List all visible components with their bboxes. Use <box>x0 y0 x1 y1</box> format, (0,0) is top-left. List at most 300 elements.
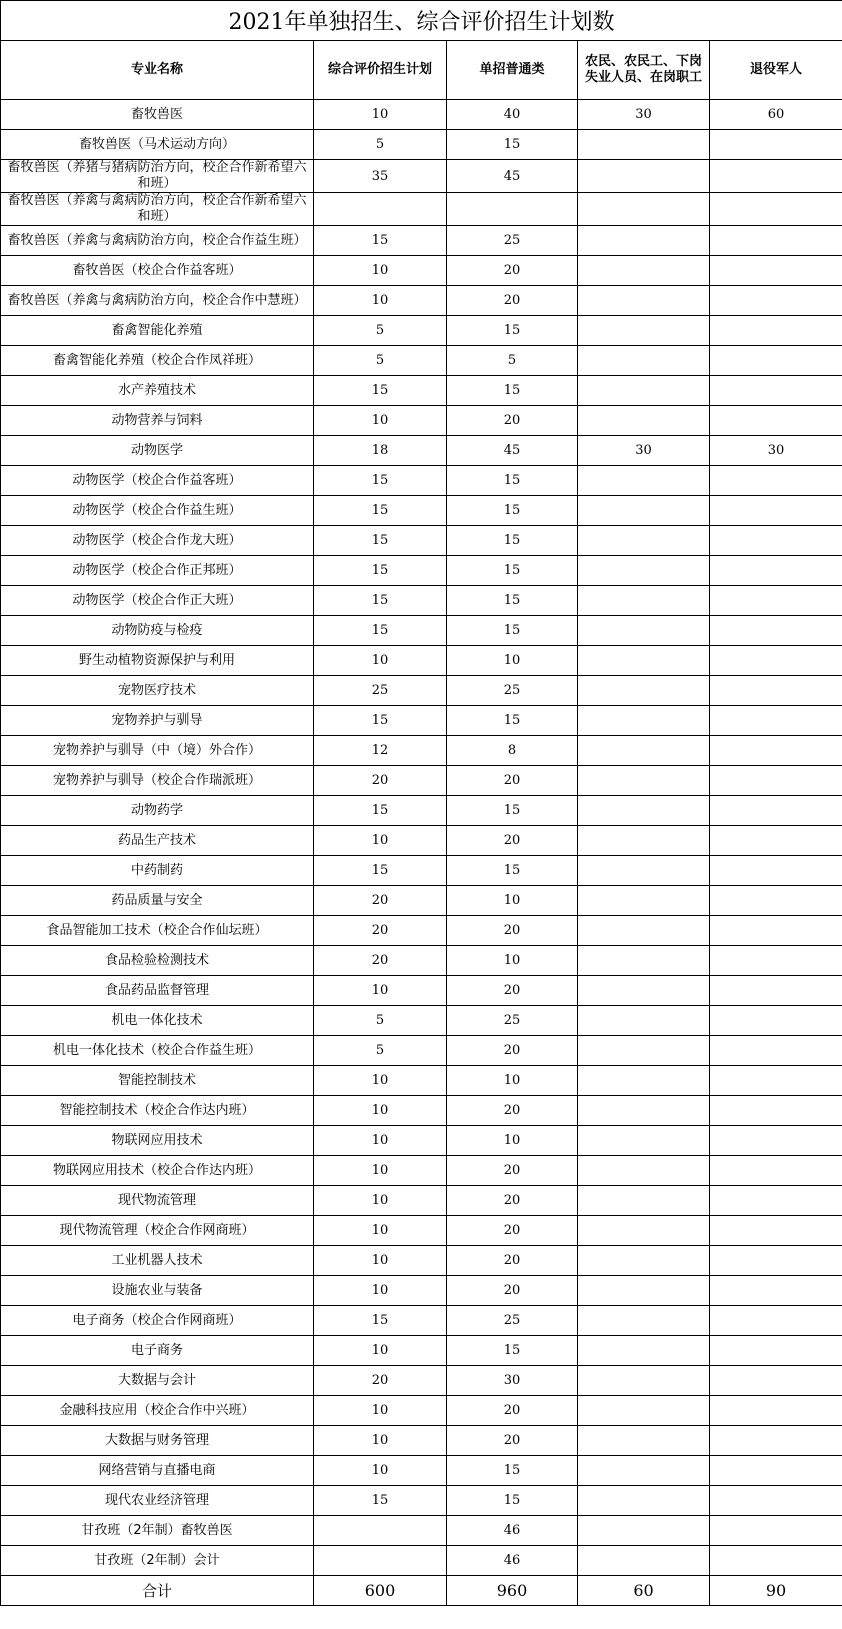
veterans-cell <box>710 1306 842 1336</box>
farmers-workers-cell <box>578 646 710 676</box>
major-name-cell: 智能控制技术（校企合作达内班） <box>1 1096 314 1126</box>
comprehensive-eval-cell: 10 <box>314 286 447 316</box>
comprehensive-eval-cell: 15 <box>314 1486 447 1516</box>
farmers-workers-cell: 30 <box>578 100 710 130</box>
veterans-cell <box>710 1336 842 1366</box>
comprehensive-eval-cell: 15 <box>314 226 447 256</box>
farmers-workers-cell <box>578 1156 710 1186</box>
single-general-cell: 15 <box>447 1486 578 1516</box>
table-row <box>1 160 842 193</box>
table-row <box>1 346 842 376</box>
comprehensive-eval-cell: 10 <box>314 1096 447 1126</box>
comprehensive-eval-cell: 25 <box>314 676 447 706</box>
table-row <box>1 856 842 886</box>
farmers-workers-cell <box>578 1516 710 1546</box>
comprehensive-eval-cell: 5 <box>314 1036 447 1066</box>
table-row <box>1 1396 842 1426</box>
major-name-cell: 现代农业经济管理 <box>1 1486 314 1516</box>
single-general-cell: 20 <box>447 766 578 796</box>
farmers-workers-cell <box>578 496 710 526</box>
farmers-workers-cell <box>578 1096 710 1126</box>
major-name-cell: 动物医学（校企合作正大班） <box>1 586 314 616</box>
single-general-cell: 15 <box>447 526 578 556</box>
veterans-cell <box>710 526 842 556</box>
major-name-cell: 中药制药 <box>1 856 314 886</box>
major-name-cell: 宠物养护与驯导 <box>1 706 314 736</box>
major-name-cell: 畜牧兽医（校企合作益客班） <box>1 256 314 286</box>
major-name-cell: 野生动植物资源保护与利用 <box>1 646 314 676</box>
table-title: 2021年单独招生、综合评价招生计划数 <box>1 1 842 41</box>
farmers-workers-cell <box>578 556 710 586</box>
major-name-cell: 物联网应用技术（校企合作达内班） <box>1 1156 314 1186</box>
major-name-cell: 畜牧兽医（养禽与禽病防治方向，校企合作益生班） <box>1 226 314 256</box>
veterans-cell <box>710 1516 842 1546</box>
veterans-cell <box>710 646 842 676</box>
single-general-cell: 40 <box>447 100 578 130</box>
single-general-cell: 20 <box>447 1156 578 1186</box>
single-general-cell: 10 <box>447 1066 578 1096</box>
farmers-workers-cell <box>578 586 710 616</box>
veterans-cell <box>710 226 842 256</box>
single-general-cell: 20 <box>447 1396 578 1426</box>
farmers-workers-cell <box>578 736 710 766</box>
major-name-cell: 大数据与会计 <box>1 1366 314 1396</box>
veterans-cell <box>710 130 842 160</box>
comprehensive-eval-cell <box>314 193 447 226</box>
veterans-cell <box>710 1366 842 1396</box>
table-row <box>1 1156 842 1186</box>
veterans-cell <box>710 160 842 193</box>
veterans-cell <box>710 736 842 766</box>
veterans-cell <box>710 1396 842 1426</box>
table-row <box>1 1216 842 1246</box>
farmers-workers-cell <box>578 1186 710 1216</box>
veterans-cell <box>710 796 842 826</box>
major-name-cell: 水产养殖技术 <box>1 376 314 406</box>
table-row <box>1 193 842 226</box>
comprehensive-eval-cell <box>314 1546 447 1576</box>
comprehensive-eval-cell: 5 <box>314 346 447 376</box>
farmers-workers-cell <box>578 376 710 406</box>
single-general-cell: 46 <box>447 1516 578 1546</box>
major-name-cell: 畜牧兽医（养猪与猪病防治方向，校企合作新希望六和班） <box>1 160 314 193</box>
farmers-workers-cell <box>578 1396 710 1426</box>
comprehensive-eval-cell: 10 <box>314 1396 447 1426</box>
single-general-cell: 25 <box>447 676 578 706</box>
major-name-cell: 畜牧兽医（马术运动方向） <box>1 130 314 160</box>
single-general-cell: 10 <box>447 1126 578 1156</box>
total-veterans: 90 <box>710 1576 842 1606</box>
single-general-cell: 20 <box>447 1096 578 1126</box>
table-row <box>1 586 842 616</box>
farmers-workers-cell <box>578 346 710 376</box>
farmers-workers-cell <box>578 1306 710 1336</box>
table-row <box>1 1456 842 1486</box>
major-name-cell: 畜牧兽医（养禽与禽病防治方向，校企合作中慧班） <box>1 286 314 316</box>
veterans-cell <box>710 766 842 796</box>
table-row <box>1 1036 842 1066</box>
major-name-cell: 动物营养与饲料 <box>1 406 314 436</box>
farmers-workers-cell <box>578 766 710 796</box>
single-general-cell: 15 <box>447 496 578 526</box>
single-general-cell: 20 <box>447 916 578 946</box>
table-row <box>1 286 842 316</box>
single-general-cell: 15 <box>447 856 578 886</box>
comprehensive-eval-cell: 10 <box>314 1276 447 1306</box>
major-name-cell: 食品检验检测技术 <box>1 946 314 976</box>
table-row <box>1 1426 842 1456</box>
farmers-workers-cell <box>578 946 710 976</box>
farmers-workers-cell <box>578 856 710 886</box>
comprehensive-eval-cell: 10 <box>314 646 447 676</box>
farmers-workers-cell <box>578 226 710 256</box>
veterans-cell <box>710 466 842 496</box>
major-name-cell: 动物医学（校企合作益生班） <box>1 496 314 526</box>
single-general-cell: 46 <box>447 1546 578 1576</box>
single-general-cell: 15 <box>447 706 578 736</box>
comprehensive-eval-cell: 10 <box>314 976 447 1006</box>
veterans-cell <box>710 1486 842 1516</box>
farmers-workers-cell <box>578 1006 710 1036</box>
table-row <box>1 1486 842 1516</box>
veterans-cell <box>710 1186 842 1216</box>
veterans-cell: 60 <box>710 100 842 130</box>
major-name-cell: 现代物流管理（校企合作网商班） <box>1 1216 314 1246</box>
major-name-cell: 物联网应用技术 <box>1 1126 314 1156</box>
single-general-cell: 8 <box>447 736 578 766</box>
comprehensive-eval-cell: 10 <box>314 1216 447 1246</box>
table-row <box>1 1066 842 1096</box>
farmers-workers-cell <box>578 706 710 736</box>
table-row <box>1 916 842 946</box>
comprehensive-eval-cell: 10 <box>314 1066 447 1096</box>
comprehensive-eval-cell: 15 <box>314 496 447 526</box>
veterans-cell <box>710 1546 842 1576</box>
major-name-cell: 动物防疫与检疫 <box>1 616 314 646</box>
major-name-cell: 畜牧兽医 <box>1 100 314 130</box>
comprehensive-eval-cell: 20 <box>314 1366 447 1396</box>
single-general-cell: 15 <box>447 556 578 586</box>
comprehensive-eval-cell: 12 <box>314 736 447 766</box>
single-general-cell: 10 <box>447 886 578 916</box>
table-row <box>1 496 842 526</box>
single-general-cell: 10 <box>447 646 578 676</box>
major-name-cell: 药品生产技术 <box>1 826 314 856</box>
table-row <box>1 376 842 406</box>
table-row <box>1 1096 842 1126</box>
major-name-cell: 动物医学（校企合作正邦班） <box>1 556 314 586</box>
total-row <box>1 1576 842 1606</box>
table-row <box>1 1006 842 1036</box>
comprehensive-eval-cell: 10 <box>314 1336 447 1366</box>
veterans-cell <box>710 1426 842 1456</box>
farmers-workers-cell <box>578 193 710 226</box>
single-general-cell: 20 <box>447 1426 578 1456</box>
comprehensive-eval-cell: 15 <box>314 556 447 586</box>
single-general-cell: 20 <box>447 976 578 1006</box>
farmers-workers-cell <box>578 1546 710 1576</box>
farmers-workers-cell <box>578 316 710 346</box>
veterans-cell <box>710 193 842 226</box>
comprehensive-eval-cell: 35 <box>314 160 447 193</box>
table-row <box>1 1366 842 1396</box>
single-general-cell: 45 <box>447 160 578 193</box>
single-general-cell: 20 <box>447 406 578 436</box>
farmers-workers-cell <box>578 1486 710 1516</box>
major-name-cell: 电子商务 <box>1 1336 314 1366</box>
farmers-workers-cell <box>578 1126 710 1156</box>
veterans-cell <box>710 886 842 916</box>
table-row <box>1 1126 842 1156</box>
veterans-cell <box>710 1126 842 1156</box>
comprehensive-eval-cell: 15 <box>314 376 447 406</box>
comprehensive-eval-cell: 15 <box>314 706 447 736</box>
single-general-cell: 15 <box>447 586 578 616</box>
farmers-workers-cell <box>578 1066 710 1096</box>
veterans-cell <box>710 256 842 286</box>
veterans-cell <box>710 1066 842 1096</box>
total-farmers-workers: 60 <box>578 1576 710 1606</box>
single-general-cell: 25 <box>447 1006 578 1036</box>
farmers-workers-cell <box>578 616 710 646</box>
table-row <box>1 100 842 130</box>
veterans-cell <box>710 616 842 646</box>
comprehensive-eval-cell: 10 <box>314 1186 447 1216</box>
major-name-cell: 宠物养护与驯导（中（境）外合作） <box>1 736 314 766</box>
single-general-cell: 15 <box>447 1336 578 1366</box>
table-row <box>1 526 842 556</box>
farmers-workers-cell <box>578 1366 710 1396</box>
farmers-workers-cell <box>578 1426 710 1456</box>
veterans-cell <box>710 1156 842 1186</box>
farmers-workers-cell <box>578 1336 710 1366</box>
comprehensive-eval-cell: 10 <box>314 1426 447 1456</box>
total-label: 合计 <box>1 1576 314 1606</box>
table-row <box>1 130 842 160</box>
farmers-workers-cell <box>578 406 710 436</box>
major-name-cell: 电子商务（校企合作网商班） <box>1 1306 314 1336</box>
major-name-cell: 智能控制技术 <box>1 1066 314 1096</box>
table-row <box>1 1276 842 1306</box>
comprehensive-eval-cell: 15 <box>314 856 447 886</box>
farmers-workers-cell <box>578 976 710 1006</box>
table-row <box>1 1336 842 1366</box>
total-single-general: 960 <box>447 1576 578 1606</box>
table-row <box>1 616 842 646</box>
comprehensive-eval-cell: 20 <box>314 766 447 796</box>
comprehensive-eval-cell <box>314 1516 447 1546</box>
single-general-cell: 25 <box>447 226 578 256</box>
farmers-workers-cell <box>578 796 710 826</box>
major-name-cell: 宠物养护与驯导（校企合作瑞派班） <box>1 766 314 796</box>
farmers-workers-cell <box>578 1276 710 1306</box>
major-name-cell: 机电一体化技术（校企合作益生班） <box>1 1036 314 1066</box>
farmers-workers-cell <box>578 256 710 286</box>
farmers-workers-cell <box>578 1246 710 1276</box>
veterans-cell <box>710 1276 842 1306</box>
table-row <box>1 646 842 676</box>
comprehensive-eval-cell: 20 <box>314 916 447 946</box>
major-name-cell: 网络营销与直播电商 <box>1 1456 314 1486</box>
major-name-cell: 动物药学 <box>1 796 314 826</box>
major-name-cell: 甘孜班（2年制）畜牧兽医 <box>1 1516 314 1546</box>
table-row <box>1 316 842 346</box>
table-row <box>1 976 842 1006</box>
single-general-cell <box>447 193 578 226</box>
major-name-cell: 畜牧兽医（养禽与禽病防治方向，校企合作新希望六和班） <box>1 193 314 226</box>
farmers-workers-cell <box>578 826 710 856</box>
farmers-workers-cell <box>578 916 710 946</box>
major-name-cell: 设施农业与装备 <box>1 1276 314 1306</box>
header-single-general: 单招普通类 <box>447 41 578 100</box>
major-name-cell: 动物医学（校企合作益客班） <box>1 466 314 496</box>
farmers-workers-cell <box>578 886 710 916</box>
single-general-cell: 20 <box>447 286 578 316</box>
veterans-cell <box>710 856 842 886</box>
comprehensive-eval-cell: 15 <box>314 466 447 496</box>
comprehensive-eval-cell: 20 <box>314 946 447 976</box>
veterans-cell <box>710 1096 842 1126</box>
comprehensive-eval-cell: 10 <box>314 826 447 856</box>
major-name-cell: 金融科技应用（校企合作中兴班） <box>1 1396 314 1426</box>
major-name-cell: 机电一体化技术 <box>1 1006 314 1036</box>
major-name-cell: 畜禽智能化养殖（校企合作凤祥班） <box>1 346 314 376</box>
total-comprehensive-eval: 600 <box>314 1576 447 1606</box>
table-row <box>1 796 842 826</box>
major-name-cell: 药品质量与安全 <box>1 886 314 916</box>
table-row <box>1 256 842 286</box>
table-row <box>1 466 842 496</box>
single-general-cell: 15 <box>447 316 578 346</box>
farmers-workers-cell <box>578 1456 710 1486</box>
veterans-cell <box>710 946 842 976</box>
veterans-cell <box>710 676 842 706</box>
table-row <box>1 706 842 736</box>
major-name-cell: 动物医学（校企合作龙大班） <box>1 526 314 556</box>
single-general-cell: 25 <box>447 1306 578 1336</box>
farmers-workers-cell <box>578 160 710 193</box>
veterans-cell <box>710 1216 842 1246</box>
table-row <box>1 406 842 436</box>
comprehensive-eval-cell: 5 <box>314 1006 447 1036</box>
single-general-cell: 20 <box>447 1186 578 1216</box>
header-comprehensive-eval: 综合评价招生计划 <box>314 41 447 100</box>
farmers-workers-cell <box>578 676 710 706</box>
single-general-cell: 10 <box>447 946 578 976</box>
header-row <box>1 41 842 100</box>
single-general-cell: 45 <box>447 436 578 466</box>
table-row <box>1 766 842 796</box>
table-row <box>1 676 842 706</box>
veterans-cell <box>710 1246 842 1276</box>
single-general-cell: 20 <box>447 256 578 286</box>
major-name-cell: 食品药品监督管理 <box>1 976 314 1006</box>
header-veterans: 退役军人 <box>710 41 842 100</box>
table-row <box>1 436 842 466</box>
table-row <box>1 1516 842 1546</box>
veterans-cell <box>710 316 842 346</box>
comprehensive-eval-cell: 15 <box>314 616 447 646</box>
farmers-workers-cell <box>578 130 710 160</box>
major-name-cell: 宠物医疗技术 <box>1 676 314 706</box>
veterans-cell: 30 <box>710 436 842 466</box>
comprehensive-eval-cell: 10 <box>314 406 447 436</box>
single-general-cell: 20 <box>447 1276 578 1306</box>
comprehensive-eval-cell: 20 <box>314 886 447 916</box>
single-general-cell: 30 <box>447 1366 578 1396</box>
comprehensive-eval-cell: 10 <box>314 1126 447 1156</box>
single-general-cell: 15 <box>447 376 578 406</box>
comprehensive-eval-cell: 15 <box>314 586 447 616</box>
table-row <box>1 1186 842 1216</box>
veterans-cell <box>710 286 842 316</box>
farmers-workers-cell <box>578 526 710 556</box>
single-general-cell: 15 <box>447 616 578 646</box>
major-name-cell: 工业机器人技术 <box>1 1246 314 1276</box>
comprehensive-eval-cell: 15 <box>314 1306 447 1336</box>
veterans-cell <box>710 346 842 376</box>
table-row <box>1 1546 842 1576</box>
single-general-cell: 20 <box>447 1036 578 1066</box>
comprehensive-eval-cell: 10 <box>314 1156 447 1186</box>
veterans-cell <box>710 826 842 856</box>
veterans-cell <box>710 706 842 736</box>
header-farmers-workers: 农民、农民工、下岗失业人员、在岗职工 <box>578 41 710 100</box>
single-general-cell: 20 <box>447 1216 578 1246</box>
veterans-cell <box>710 976 842 1006</box>
table-row <box>1 556 842 586</box>
comprehensive-eval-cell: 5 <box>314 130 447 160</box>
major-name-cell: 甘孜班（2年制）会计 <box>1 1546 314 1576</box>
table-row <box>1 1306 842 1336</box>
single-general-cell: 15 <box>447 130 578 160</box>
veterans-cell <box>710 406 842 436</box>
single-general-cell: 15 <box>447 796 578 826</box>
farmers-workers-cell <box>578 1216 710 1246</box>
table-row <box>1 1246 842 1276</box>
veterans-cell <box>710 1006 842 1036</box>
comprehensive-eval-cell: 10 <box>314 1246 447 1276</box>
table-row <box>1 886 842 916</box>
single-general-cell: 15 <box>447 1456 578 1486</box>
veterans-cell <box>710 916 842 946</box>
farmers-workers-cell <box>578 1036 710 1066</box>
single-general-cell: 20 <box>447 826 578 856</box>
comprehensive-eval-cell: 10 <box>314 1456 447 1486</box>
table-row <box>1 826 842 856</box>
veterans-cell <box>710 1036 842 1066</box>
major-name-cell: 大数据与财务管理 <box>1 1426 314 1456</box>
comprehensive-eval-cell: 10 <box>314 256 447 286</box>
farmers-workers-cell <box>578 286 710 316</box>
veterans-cell <box>710 586 842 616</box>
veterans-cell <box>710 1456 842 1486</box>
header-major-name: 专业名称 <box>1 41 314 100</box>
table-row <box>1 946 842 976</box>
comprehensive-eval-cell: 18 <box>314 436 447 466</box>
farmers-workers-cell <box>578 466 710 496</box>
veterans-cell <box>710 556 842 586</box>
farmers-workers-cell: 30 <box>578 436 710 466</box>
major-name-cell: 畜禽智能化养殖 <box>1 316 314 346</box>
veterans-cell <box>710 496 842 526</box>
table-row <box>1 226 842 256</box>
comprehensive-eval-cell: 10 <box>314 100 447 130</box>
table-row <box>1 736 842 766</box>
comprehensive-eval-cell: 15 <box>314 526 447 556</box>
major-name-cell: 食品智能加工技术（校企合作仙坛班） <box>1 916 314 946</box>
comprehensive-eval-cell: 15 <box>314 796 447 826</box>
